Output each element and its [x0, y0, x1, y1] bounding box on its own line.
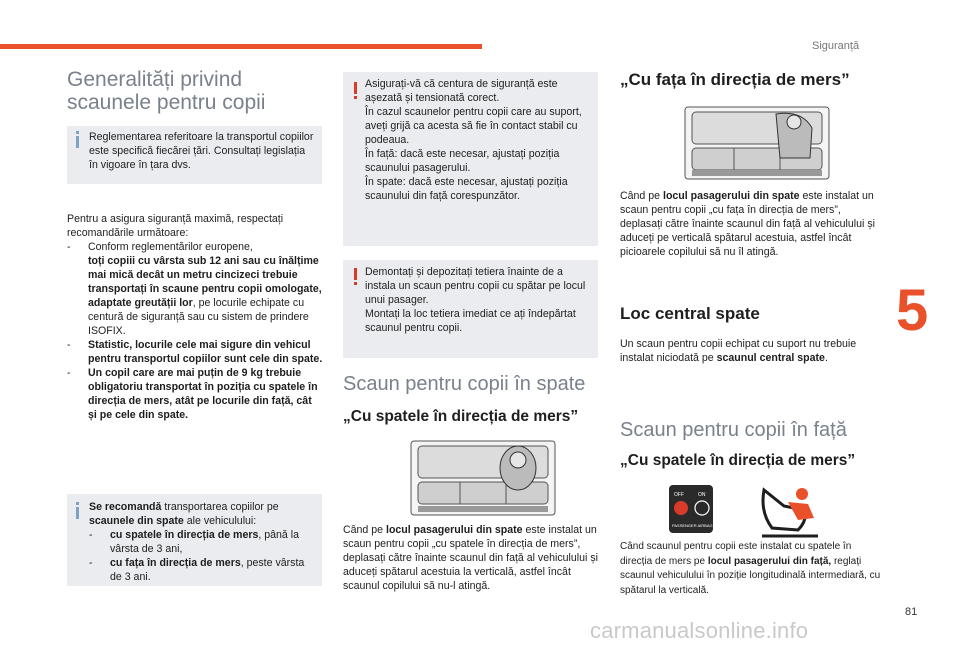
svg-text:OFF: OFF — [674, 492, 684, 498]
subtitle-forward-facing: „Cu fața în direcția de mers” — [620, 70, 850, 89]
title-general: Generalități privind scaunele pentru copii — [67, 68, 266, 114]
subtitle-center-rear: Loc central spate — [620, 304, 760, 323]
title-front-seat: Scaun pentru copii în față — [620, 419, 847, 441]
svg-text:PASSENGER AIRBAG: PASSENGER AIRBAG — [672, 523, 713, 528]
forward-facing-text: Când pe locul pasagerului din spate este instalat un scaun pentru copii „cu fața în direcția de mers”, deplasați către înainte scaunul din față al vehiculului și aduceți pe verticală spătarul acestuia, astfel încât picioarele copilului să nu îl atingă. — [620, 190, 875, 258]
rear-facing-child-seat-icon — [758, 480, 826, 540]
list-item: - cu fața în direcția de mers, peste vârsta de 3 ani. — [89, 557, 305, 583]
warning-box-belt: Asigurați-vă că centura de siguranță este așezată și tensionată corect. În cazul scaunelor pentru copii care au suport, aveți grijă ca acesta să fie în contact stabil cu podeaua. În față: dacă este necesar, ajustați poziția scaunului pasagerului. În spate: dacă este necesar, ajustați poziția scaunului din față corespunzător. — [343, 72, 598, 246]
header-accent-bar — [0, 44, 482, 49]
subtitle-front-rear-facing: „Cu spatele în direcția de mers” — [620, 452, 856, 469]
rear-facing-text: Când pe locul pasagerului din spate este instalat un scaun pentru copii „cu spatele în direcția de mers”, deplasați către înainte scaunul din față al vehiculului și aduceți spătarul acestuia la verticală, astfel încât scaunul copilului să nu-l atingă. — [343, 524, 598, 592]
section-label: Siguranță — [812, 40, 860, 52]
watermark: carmanualsonline.info — [590, 618, 809, 643]
recommendations — [67, 212, 323, 422]
info-text-legislation: Reglementarea referitoare la transportul copiilor este specifică fiecărei țări. Consultați legislația în vigoare în țara dvs. — [89, 131, 314, 171]
forward-facing-seat-illustration — [684, 106, 830, 180]
front-rear-facing-text: Când scaunul pentru copii este instalat cu spatele în direcția de mers pe locul pasagerului din față, reglați scaunul vehiculului în poziție longitudinală intermediară, cu spătarul la verticală. — [620, 541, 881, 596]
warning-box-headrest: Demontați și depozitați tetiera înainte de a instala un scaun pentru copii cu spătar pe locul unui pasager. Montați la loc tetiera imediat ce ați îndepărtat scaunul pentru copii. — [343, 260, 598, 358]
center-rear-text: Un scaun pentru copii echipat cu suport nu trebuie instalat niciodată pe scaunul central spate. — [620, 338, 857, 364]
info-box-legislation — [67, 126, 322, 184]
airbag-switch-icon — [668, 484, 714, 534]
svg-text:ON: ON — [698, 492, 706, 498]
recommendation-item: - Statistic, locurile cele mai sigure din vehicul pentru transportul copiilor sunt cele din spate. — [67, 339, 323, 365]
info-box-recommended: Se recomandă transportarea copiilor pe scaunele din spate ale vehiculului: - cu spatele în direcția de mers, până la vârsta de 3 ani, - cu fața în direcția de mers, peste vârsta de 3 ani. — [67, 494, 322, 586]
subtitle-rear-facing: „Cu spatele în direcția de mers” — [343, 408, 579, 425]
recommendations-intro: Pentru a asigura siguranță maximă, respectați recomandările următoare: — [67, 213, 284, 239]
list-item: - cu spatele în direcția de mers, până la vârsta de 3 ani, — [89, 529, 300, 555]
recommendation-item: - Conform reglementărilor europene, toți copiii cu vârsta sub 12 ani sau cu înălțime mai mică decât un metru cincizeci trebuie transportați în scaune pentru copii omologate, adaptate greutății lor, pe locurile echipate cu centură de siguranță sau cu sistem de prindere ISOFIX. — [67, 241, 322, 337]
title-rear-seat: Scaun pentru copii în spate — [343, 373, 586, 395]
page-number: 81 — [905, 606, 918, 618]
column-1 — [67, 68, 322, 114]
chapter-number: 5 — [896, 278, 929, 343]
rear-facing-seat-illustration — [410, 440, 556, 516]
recommendation-item: - Un copil care are mai puțin de 9 kg trebuie obligatoriu transportat în poziția cu spatele în direcția de mers, atât pe locurile din față, cât și pe cele din spate. — [67, 367, 318, 421]
